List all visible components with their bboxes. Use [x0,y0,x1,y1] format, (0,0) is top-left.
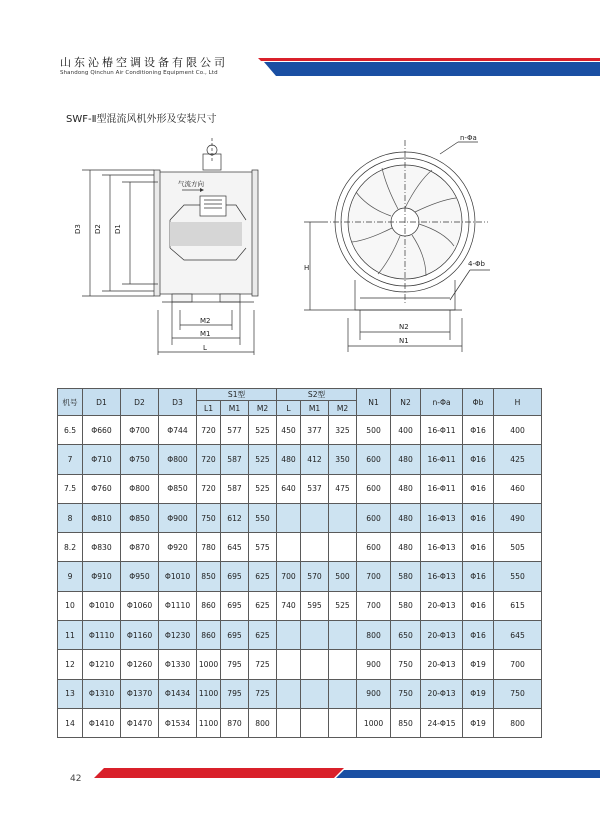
table-cell: 625 [249,621,277,650]
table-cell: 480 [391,445,421,474]
footer-stripe-blue [336,770,600,778]
table-cell: 16-Φ13 [421,562,463,591]
table-cell [329,533,357,562]
table-cell: Φ744 [159,416,197,445]
label-d3: D3 [74,224,82,234]
table-cell [301,503,329,532]
table-cell: 700 [277,562,301,591]
label-l: L [203,344,207,352]
table-cell: 695 [221,621,249,650]
header-s1: S1型 [197,389,277,401]
table-cell: 720 [197,445,221,474]
table-cell: Φ1434 [159,679,197,708]
table-cell: Φ19 [463,679,494,708]
table-cell: 20-Φ13 [421,679,463,708]
table-cell: Φ1160 [121,621,159,650]
table-cell [277,503,301,532]
header-s2-m2: M2 [329,401,357,416]
table-cell [329,708,357,737]
header-s2-m1: M1 [301,401,329,416]
table-cell: Φ1060 [121,591,159,620]
table-row [58,503,542,532]
table-cell [329,503,357,532]
header-d3: D3 [159,389,197,416]
table-cell: Φ1010 [83,591,121,620]
table-cell [301,679,329,708]
table-cell: Φ1370 [121,679,159,708]
header-s2-l: L [277,401,301,416]
table-cell: 24-Φ15 [421,708,463,737]
table-cell: 20-Φ13 [421,621,463,650]
table-cell: 900 [357,650,391,679]
table-cell [277,650,301,679]
table-cell: 725 [249,650,277,679]
table-cell: 740 [277,591,301,620]
label-m2: M2 [200,317,211,325]
label-d2: D2 [94,224,102,234]
header-stripe [258,58,600,76]
table-cell: Φ750 [121,445,159,474]
table-cell: 612 [221,503,249,532]
table-cell: 850 [391,708,421,737]
table-cell: Φ1210 [83,650,121,679]
header-model: 机号 [58,389,83,416]
table-cell: 425 [494,445,542,474]
table-cell: Φ910 [83,562,121,591]
table-cell: Φ870 [121,533,159,562]
footer-stripe-red [94,768,344,778]
table-cell: 720 [197,416,221,445]
header-s1-l1: L1 [197,401,221,416]
table-cell: 600 [357,474,391,503]
table-cell: Φ850 [159,474,197,503]
table-cell: 525 [249,445,277,474]
table-cell: 525 [329,591,357,620]
table-row [58,621,542,650]
table-cell: 490 [494,503,542,532]
footer-stripe [94,768,600,782]
table-row [58,562,542,591]
table-cell: Φ1110 [83,621,121,650]
table-cell: Φ830 [83,533,121,562]
table-cell: 700 [494,650,542,679]
table-row [58,650,542,679]
table-cell [301,533,329,562]
table-cell: 525 [249,416,277,445]
table-cell: 725 [249,679,277,708]
table-body [58,416,542,738]
dimension-table [57,388,542,738]
side-view [74,138,258,355]
table-cell: Φ800 [121,474,159,503]
table-cell: Φ1310 [83,679,121,708]
table-cell: 16-Φ11 [421,416,463,445]
table-cell: 900 [357,679,391,708]
table-cell: 600 [357,533,391,562]
label-d1: D1 [114,224,122,234]
table-cell: 615 [494,591,542,620]
table-cell: 575 [249,533,277,562]
table-cell: 7.5 [58,474,83,503]
table-cell: 480 [277,445,301,474]
table-cell: Φ1230 [159,621,197,650]
table-cell: Φ1410 [83,708,121,737]
table-cell: 7 [58,445,83,474]
table-cell [301,708,329,737]
table-cell: 12 [58,650,83,679]
label-airflow: 气流方向 [178,180,204,188]
table-cell: 580 [391,562,421,591]
table-cell: 6.5 [58,416,83,445]
table-cell: 20-Φ13 [421,591,463,620]
table-cell: 645 [494,621,542,650]
label-holes-top: n-Φa [460,134,477,142]
table-cell [329,621,357,650]
table-cell: Φ1260 [121,650,159,679]
table-cell: 650 [391,621,421,650]
table-cell: 1100 [197,708,221,737]
table-cell: 695 [221,562,249,591]
table-cell: 16-Φ13 [421,533,463,562]
label-n1: N1 [399,337,409,345]
table-cell: Φ16 [463,416,494,445]
company-name-en: Shandong Qinchun Air Conditioning Equipment Co., Ltd [60,70,218,76]
table-cell: Φ16 [463,445,494,474]
table-cell: 750 [391,650,421,679]
table-cell: 800 [494,708,542,737]
table-cell: 1000 [357,708,391,737]
table-cell: Φ16 [463,474,494,503]
table-row [58,679,542,708]
table-cell [277,708,301,737]
company-name-cn: 山东沁椿空调设备有限公司 [60,56,228,69]
table-cell: Φ16 [463,562,494,591]
table-cell: 587 [221,474,249,503]
header-d2: D2 [121,389,159,416]
table-cell [277,621,301,650]
fan-dimension-drawing [60,130,540,380]
label-holes-bottom: 4-Φb [468,260,485,268]
table-row [58,591,542,620]
table-cell [301,621,329,650]
table-cell: 505 [494,533,542,562]
table-cell: 860 [197,621,221,650]
table-cell: 800 [249,708,277,737]
header-stripe-red [258,58,600,61]
table-cell: 475 [329,474,357,503]
table-row [58,416,542,445]
table-cell: Φ800 [159,445,197,474]
front-view [304,134,490,352]
table-cell: 645 [221,533,249,562]
table-cell: 8 [58,503,83,532]
table-cell: 500 [357,416,391,445]
table-row [58,474,542,503]
table-cell: Φ850 [121,503,159,532]
table-cell: Φ1010 [159,562,197,591]
table-cell: Φ16 [463,533,494,562]
table-cell: 600 [357,503,391,532]
table-row [58,708,542,737]
header-na: n-Φa [421,389,463,416]
table-cell: 537 [301,474,329,503]
header-n2: N2 [391,389,421,416]
table-cell: Φ900 [159,503,197,532]
table-cell: Φ16 [463,621,494,650]
table-cell: 525 [249,474,277,503]
table-cell: Φ16 [463,503,494,532]
table-cell: 480 [391,533,421,562]
table-cell: 780 [197,533,221,562]
table-cell: Φ16 [463,591,494,620]
table-cell: 350 [329,445,357,474]
table-cell: 600 [357,445,391,474]
table-cell [329,679,357,708]
table-cell: 11 [58,621,83,650]
table-cell: Φ1470 [121,708,159,737]
header-n1: N1 [357,389,391,416]
table-row [58,533,542,562]
table-cell: Φ19 [463,650,494,679]
table-cell: 750 [391,679,421,708]
table-cell: Φ810 [83,503,121,532]
table-cell: 595 [301,591,329,620]
table-cell: 550 [494,562,542,591]
table-cell: 500 [329,562,357,591]
table-cell: Φ19 [463,708,494,737]
section-title: SWF-Ⅱ型混流风机外形及安装尺寸 [66,114,217,125]
table-cell [277,533,301,562]
table-cell: 550 [249,503,277,532]
header-s1-m1: M1 [221,401,249,416]
table-cell: 325 [329,416,357,445]
table-cell: Φ950 [121,562,159,591]
label-n2: N2 [399,323,409,331]
table-cell: 13 [58,679,83,708]
table-cell: 587 [221,445,249,474]
table-cell: 750 [494,679,542,708]
header-h: H [494,389,542,416]
table-cell: 625 [249,591,277,620]
table-cell: 1100 [197,679,221,708]
table-cell: 580 [391,591,421,620]
table-cell: 577 [221,416,249,445]
table-cell: Φ920 [159,533,197,562]
header-d1: D1 [83,389,121,416]
table-row [58,445,542,474]
table-cell: 640 [277,474,301,503]
table-cell: 695 [221,591,249,620]
table-cell: 450 [277,416,301,445]
header-s2: S2型 [277,389,357,401]
table-cell: 870 [221,708,249,737]
table-cell: 20-Φ13 [421,650,463,679]
table-cell: 14 [58,708,83,737]
header-phib: Φb [463,389,494,416]
table-cell: 795 [221,679,249,708]
table-cell: 1000 [197,650,221,679]
table-cell: 8.2 [58,533,83,562]
table-cell: 860 [197,591,221,620]
label-h: H [304,264,310,272]
table-cell: Φ660 [83,416,121,445]
table-cell: Φ1330 [159,650,197,679]
table-cell: 625 [249,562,277,591]
table-cell: 480 [391,503,421,532]
table-cell: 800 [357,621,391,650]
table-cell: 10 [58,591,83,620]
table-cell: 720 [197,474,221,503]
table-cell [329,650,357,679]
table-cell: Φ1534 [159,708,197,737]
page-number: 42 [70,774,82,784]
table-cell: Φ1110 [159,591,197,620]
table-header [58,389,542,416]
table-cell: 377 [301,416,329,445]
table-cell: 795 [221,650,249,679]
table-cell: 9 [58,562,83,591]
table-cell: Φ700 [121,416,159,445]
table-cell [301,650,329,679]
table-cell: 480 [391,474,421,503]
header-s1-m2: M2 [249,401,277,416]
table-cell: 16-Φ11 [421,474,463,503]
table-cell: Φ760 [83,474,121,503]
table-cell: 16-Φ13 [421,503,463,532]
table-cell: 570 [301,562,329,591]
table-cell: 850 [197,562,221,591]
table-cell: 750 [197,503,221,532]
table-cell: 700 [357,562,391,591]
table-cell: 16-Φ11 [421,445,463,474]
table-cell: 400 [391,416,421,445]
table-cell: 460 [494,474,542,503]
table-cell [277,679,301,708]
table-cell: 700 [357,591,391,620]
table-cell: 412 [301,445,329,474]
header-stripe-blue [264,62,600,76]
label-m1: M1 [200,330,211,338]
table-cell: Φ710 [83,445,121,474]
table-cell: 400 [494,416,542,445]
